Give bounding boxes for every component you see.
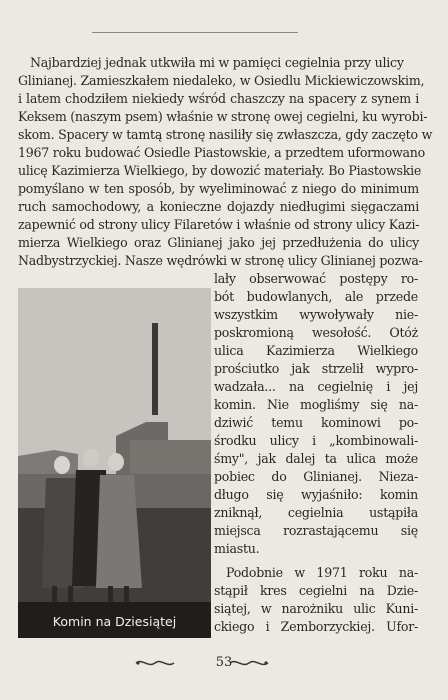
text-line: skom. Spacery w tamtą stronę nasiliły się zwłaszcza, gdy zaczęto w: [18, 127, 433, 142]
text-line: wadzała... na cegielnię i jej: [214, 379, 418, 394]
historical-photo: [18, 288, 211, 638]
page-footer: [0, 654, 448, 674]
text-line: pomyślano w ten sposób, by wyeliminować z niego do minimum: [18, 181, 419, 196]
text-line: śmy", jak dalej ta ulica może: [214, 451, 418, 466]
page-number: 53: [215, 655, 233, 670]
text-line: Glinianej. Zamieszkałem niedaleko, w Osiedlu Mickiewiczowskim,: [18, 73, 425, 88]
text-line: środku ulicy i „kombinowali-: [214, 433, 418, 448]
text-line: i latem chodziłem niekiedy wśród chaszczy na spacery z synem i: [18, 91, 419, 106]
text-line: ruch samochodowy, a konieczne dojazdy niedługimi sięgaczami: [18, 199, 419, 214]
text-line: ulica Kazimierza Wielkiego: [214, 343, 418, 358]
text-line: Keksem (naszym psem) właśnie w stronę owej cegielni, ku wyrobi-: [18, 109, 428, 124]
right-ornament-icon: [228, 657, 270, 669]
photo-illustration: [18, 288, 211, 638]
text-line: prościutko jak strzelił wypro-: [214, 361, 418, 376]
text-line: miastu.: [214, 541, 260, 556]
text-line: zapewnić od strony ulicy Filaretów i właśnie od strony ulicy Kazi-: [18, 217, 420, 232]
text-line: komin. Nie mogliśmy się na-: [214, 397, 418, 412]
text-line: bót budowlanych, ale przede: [214, 289, 418, 304]
text-line: ulicę Kazimierza Wielkiego, by dowozić materiały. Bo Piastowskie: [18, 163, 422, 178]
text-line: 1967 roku budować Osiedle Piastowskie, a przedtem uformowano: [18, 145, 425, 160]
text-line: miejsca rozrastającemu się: [214, 523, 418, 538]
text-line: Nadbystrzyckiej. Nasze wędrówki w stronę ulicy Glinianej pozwa-: [18, 253, 423, 268]
text-line: Podobnie w 1971 roku na-: [226, 565, 418, 580]
text-line: długo się wyjaśniło: komin: [214, 487, 418, 502]
top-rule: [92, 32, 298, 33]
text-line: pobiec do Glinianej. Nieza-: [214, 469, 418, 484]
text-line: wszystkim wywoływały nie-: [214, 307, 418, 322]
text-line: mierza Wielkiego oraz Glinianej jako jej przedłużenia do ulicy: [18, 235, 419, 250]
text-line: stąpił kres cegielni na Dzie-: [214, 583, 418, 598]
text-line: siątej, w narożniku ulic Kuni-: [214, 601, 418, 616]
text-line: Najbardziej jednak utkwiła mi w pamięci cegielnia przy ulicy: [30, 55, 404, 70]
text-line: lały obserwować postępy ro-: [214, 271, 418, 286]
text-line: poskromioną wesołość. Otóż: [214, 325, 418, 340]
text-line: ckiego i Zemborzyckiej. Ufor-: [214, 619, 418, 634]
text-line: dziwić temu kominowi po-: [214, 415, 418, 430]
text-line: zniknął, cegielnia ustąpiła: [214, 505, 418, 520]
photo-caption: Komin na Dziesiątej: [52, 614, 177, 629]
